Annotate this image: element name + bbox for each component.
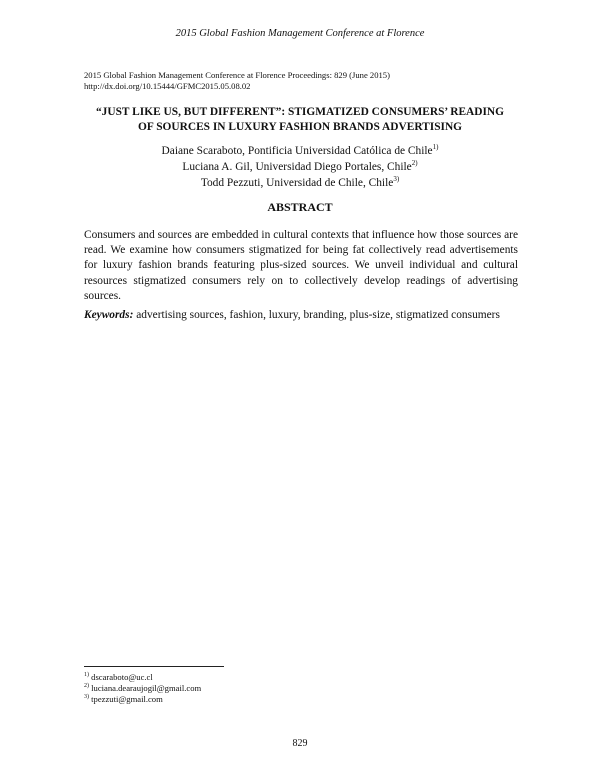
author-footnote-mark-2: 2) [411, 159, 418, 168]
author-list [70, 143, 530, 191]
author-footnote-mark-1: 1) [432, 143, 439, 152]
keywords-label: Keywords: [84, 309, 134, 321]
abstract-body: Consumers and sources are embedded in cultural contexts that influence how those sources are read. We examine how consumers stigmatized for being fat collectively read advertisements for luxury fashion brands featuring plus-sized sources. We unveil individual and cultural resources stigmatized consumers rely on to collectively develop readings of advertising sources. [84, 229, 518, 302]
footnote-mark-1: 1) [84, 672, 89, 679]
paper-title [70, 105, 530, 135]
author-name-2: Luciana A. Gil, Universidad Diego Portales, Chile [182, 161, 412, 173]
author-line-2 [70, 159, 530, 175]
author-name-1: Daiane Scaraboto, Pontificia Universidad Católica de Chile [161, 145, 433, 157]
footnotes [84, 672, 384, 705]
keywords-paragraph [84, 308, 518, 323]
footnote-email-2[interactable]: luciana.dearaujogil@gmail.com [91, 683, 202, 693]
footnote-mark-2: 2) [84, 683, 89, 690]
title-line-2: OF SOURCES IN LUXURY FASHION BRANDS ADVERTISING [137, 121, 463, 133]
footnote-2 [84, 683, 384, 694]
proceedings-citation: 2015 Global Fashion Management Conference at Florence Proceedings: 829 (June 2015) [84, 70, 390, 80]
page-number: 829 [292, 738, 308, 749]
author-footnote-mark-3: 3) [393, 175, 400, 184]
footnote-mark-3: 3) [84, 694, 89, 701]
doi-link[interactable]: http://dx.doi.org/10.15444/GFMC2015.05.08.02 [84, 81, 251, 91]
abstract-heading: ABSTRACT [267, 200, 333, 214]
keywords-text: advertising sources, fashion, luxury, branding, plus-size, stigmatized consumers [136, 309, 500, 321]
footnote-3 [84, 694, 384, 705]
footnote-email-1[interactable]: dscaraboto@uc.cl [91, 672, 153, 682]
footnote-email-3[interactable]: tpezzuti@gmail.com [91, 694, 163, 704]
author-name-3: Todd Pezzuti, Universidad de Chile, Chile [200, 177, 394, 189]
footnote-1 [84, 672, 384, 683]
footnote-divider [84, 666, 224, 667]
proceedings-info [84, 70, 524, 92]
running-header: 2015 Global Fashion Management Conference at Florence [175, 28, 425, 39]
title-line-1: “JUST LIKE US, BUT DIFFERENT”: STIGMATIZED CONSUMERS’ READING [95, 106, 505, 118]
author-line-1 [70, 143, 530, 159]
author-line-3 [70, 175, 530, 191]
